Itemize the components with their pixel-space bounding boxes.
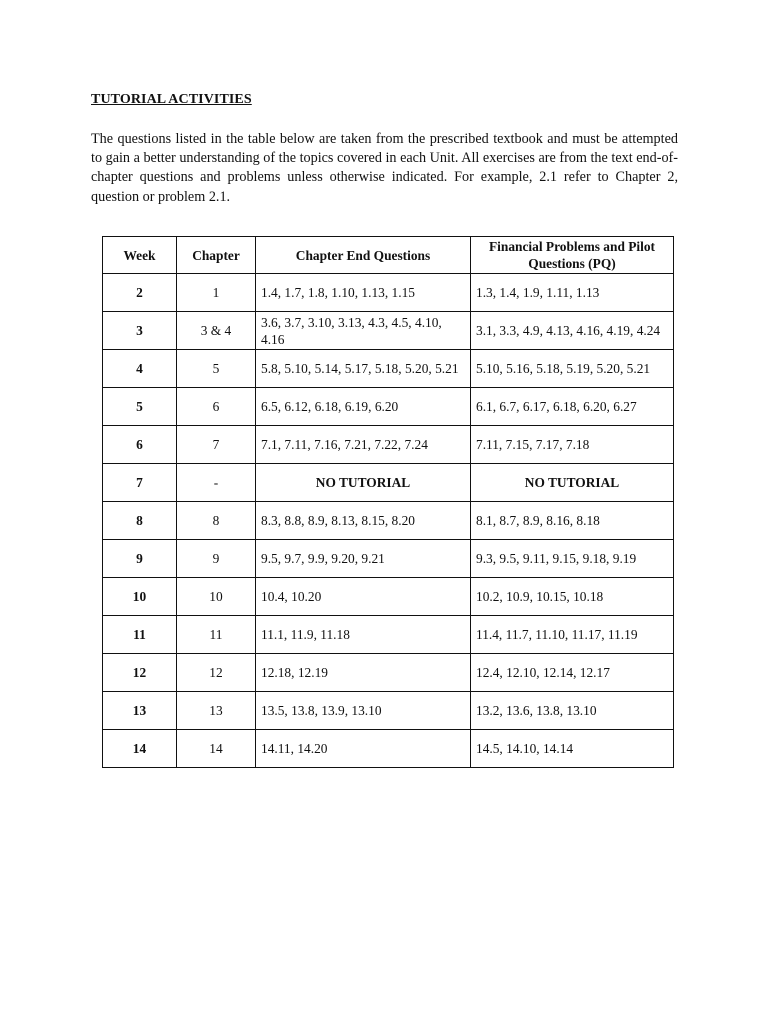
financial-problems-cell: 14.5, 14.10, 14.14 bbox=[471, 730, 674, 768]
financial-problems-cell: 11.4, 11.7, 11.10, 11.17, 11.19 bbox=[471, 616, 674, 654]
chapter-end-questions-cell: 12.18, 12.19 bbox=[256, 654, 471, 692]
chapter-end-questions-cell: 13.5, 13.8, 13.9, 13.10 bbox=[256, 692, 471, 730]
table-row bbox=[103, 616, 674, 654]
financial-problems-cell: 6.1, 6.7, 6.17, 6.18, 6.20, 6.27 bbox=[471, 388, 674, 426]
chapter-cell: 8 bbox=[177, 502, 256, 540]
chapter-cell: 12 bbox=[177, 654, 256, 692]
chapter-cell: 13 bbox=[177, 692, 256, 730]
week-cell: 11 bbox=[103, 616, 177, 654]
no-tutorial-cell: NO TUTORIAL bbox=[471, 464, 674, 502]
chapter-cell: 5 bbox=[177, 350, 256, 388]
section-heading: TUTORIAL ACTIVITIES bbox=[91, 92, 252, 107]
chapter-cell: 11 bbox=[177, 616, 256, 654]
week-cell: 7 bbox=[103, 464, 177, 502]
week-cell: 2 bbox=[103, 274, 177, 312]
chapter-cell: 6 bbox=[177, 388, 256, 426]
financial-problems-cell: 10.2, 10.9, 10.15, 10.18 bbox=[471, 578, 674, 616]
chapter-cell: 1 bbox=[177, 274, 256, 312]
table-row bbox=[103, 464, 674, 502]
chapter-cell: 3 & 4 bbox=[177, 312, 256, 350]
no-tutorial-cell: NO TUTORIAL bbox=[256, 464, 471, 502]
intro-paragraph: The questions listed in the table below are taken from the prescribed textbook and must be attempted to gain a better understanding of the topics covered in each Unit. All exercises are from the text end-of-chapter questions and problems unless otherwise indicated. For example, 2.1 refer to Chapter 2, question or problem 2.1. bbox=[91, 131, 678, 205]
table-row bbox=[103, 502, 674, 540]
financial-problems-cell: 7.11, 7.15, 7.17, 7.18 bbox=[471, 426, 674, 464]
financial-problems-cell: 5.10, 5.16, 5.18, 5.19, 5.20, 5.21 bbox=[471, 350, 674, 388]
tutorial-table bbox=[102, 236, 674, 768]
week-cell: 4 bbox=[103, 350, 177, 388]
chapter-cell: 9 bbox=[177, 540, 256, 578]
table-row bbox=[103, 692, 674, 730]
chapter-end-questions-cell: 11.1, 11.9, 11.18 bbox=[256, 616, 471, 654]
financial-problems-cell: 8.1, 8.7, 8.9, 8.16, 8.18 bbox=[471, 502, 674, 540]
week-cell: 6 bbox=[103, 426, 177, 464]
chapter-end-questions-cell: 8.3, 8.8, 8.9, 8.13, 8.15, 8.20 bbox=[256, 502, 471, 540]
financial-problems-cell: 13.2, 13.6, 13.8, 13.10 bbox=[471, 692, 674, 730]
week-cell: 5 bbox=[103, 388, 177, 426]
week-cell: 10 bbox=[103, 578, 177, 616]
week-cell: 14 bbox=[103, 730, 177, 768]
chapter-end-questions-cell: 1.4, 1.7, 1.8, 1.10, 1.13, 1.15 bbox=[256, 274, 471, 312]
chapter-end-questions-cell: 7.1, 7.11, 7.16, 7.21, 7.22, 7.24 bbox=[256, 426, 471, 464]
week-cell: 13 bbox=[103, 692, 177, 730]
chapter-cell: 10 bbox=[177, 578, 256, 616]
financial-problems-cell: 9.3, 9.5, 9.11, 9.15, 9.18, 9.19 bbox=[471, 540, 674, 578]
header-chapter: Chapter bbox=[177, 237, 256, 274]
week-cell: 12 bbox=[103, 654, 177, 692]
chapter-end-questions-cell: 10.4, 10.20 bbox=[256, 578, 471, 616]
chapter-end-questions-cell: 14.11, 14.20 bbox=[256, 730, 471, 768]
chapter-end-questions-cell: 6.5, 6.12, 6.18, 6.19, 6.20 bbox=[256, 388, 471, 426]
week-cell: 8 bbox=[103, 502, 177, 540]
table-row bbox=[103, 350, 674, 388]
chapter-cell: - bbox=[177, 464, 256, 502]
table-row bbox=[103, 388, 674, 426]
header-week: Week bbox=[103, 237, 177, 274]
table-row bbox=[103, 654, 674, 692]
table-row bbox=[103, 540, 674, 578]
financial-problems-cell: 1.3, 1.4, 1.9, 1.11, 1.13 bbox=[471, 274, 674, 312]
chapter-cell: 14 bbox=[177, 730, 256, 768]
header-chapter-end-questions: Chapter End Questions bbox=[256, 237, 471, 274]
chapter-end-questions-cell: 3.6, 3.7, 3.10, 3.13, 4.3, 4.5, 4.10, 4.16 bbox=[256, 312, 471, 350]
table-row bbox=[103, 730, 674, 768]
chapter-end-questions-cell: 9.5, 9.7, 9.9, 9.20, 9.21 bbox=[256, 540, 471, 578]
financial-problems-cell: 3.1, 3.3, 4.9, 4.13, 4.16, 4.19, 4.24 bbox=[471, 312, 674, 350]
table-row bbox=[103, 426, 674, 464]
table-header-row bbox=[103, 237, 674, 274]
table-row bbox=[103, 312, 674, 350]
week-cell: 9 bbox=[103, 540, 177, 578]
chapter-cell: 7 bbox=[177, 426, 256, 464]
table-row bbox=[103, 274, 674, 312]
financial-problems-cell: 12.4, 12.10, 12.14, 12.17 bbox=[471, 654, 674, 692]
header-financial-problems: Financial Problems and Pilot Questions (PQ) bbox=[471, 237, 674, 274]
chapter-end-questions-cell: 5.8, 5.10, 5.14, 5.17, 5.18, 5.20, 5.21 bbox=[256, 350, 471, 388]
week-cell: 3 bbox=[103, 312, 177, 350]
table-row bbox=[103, 578, 674, 616]
